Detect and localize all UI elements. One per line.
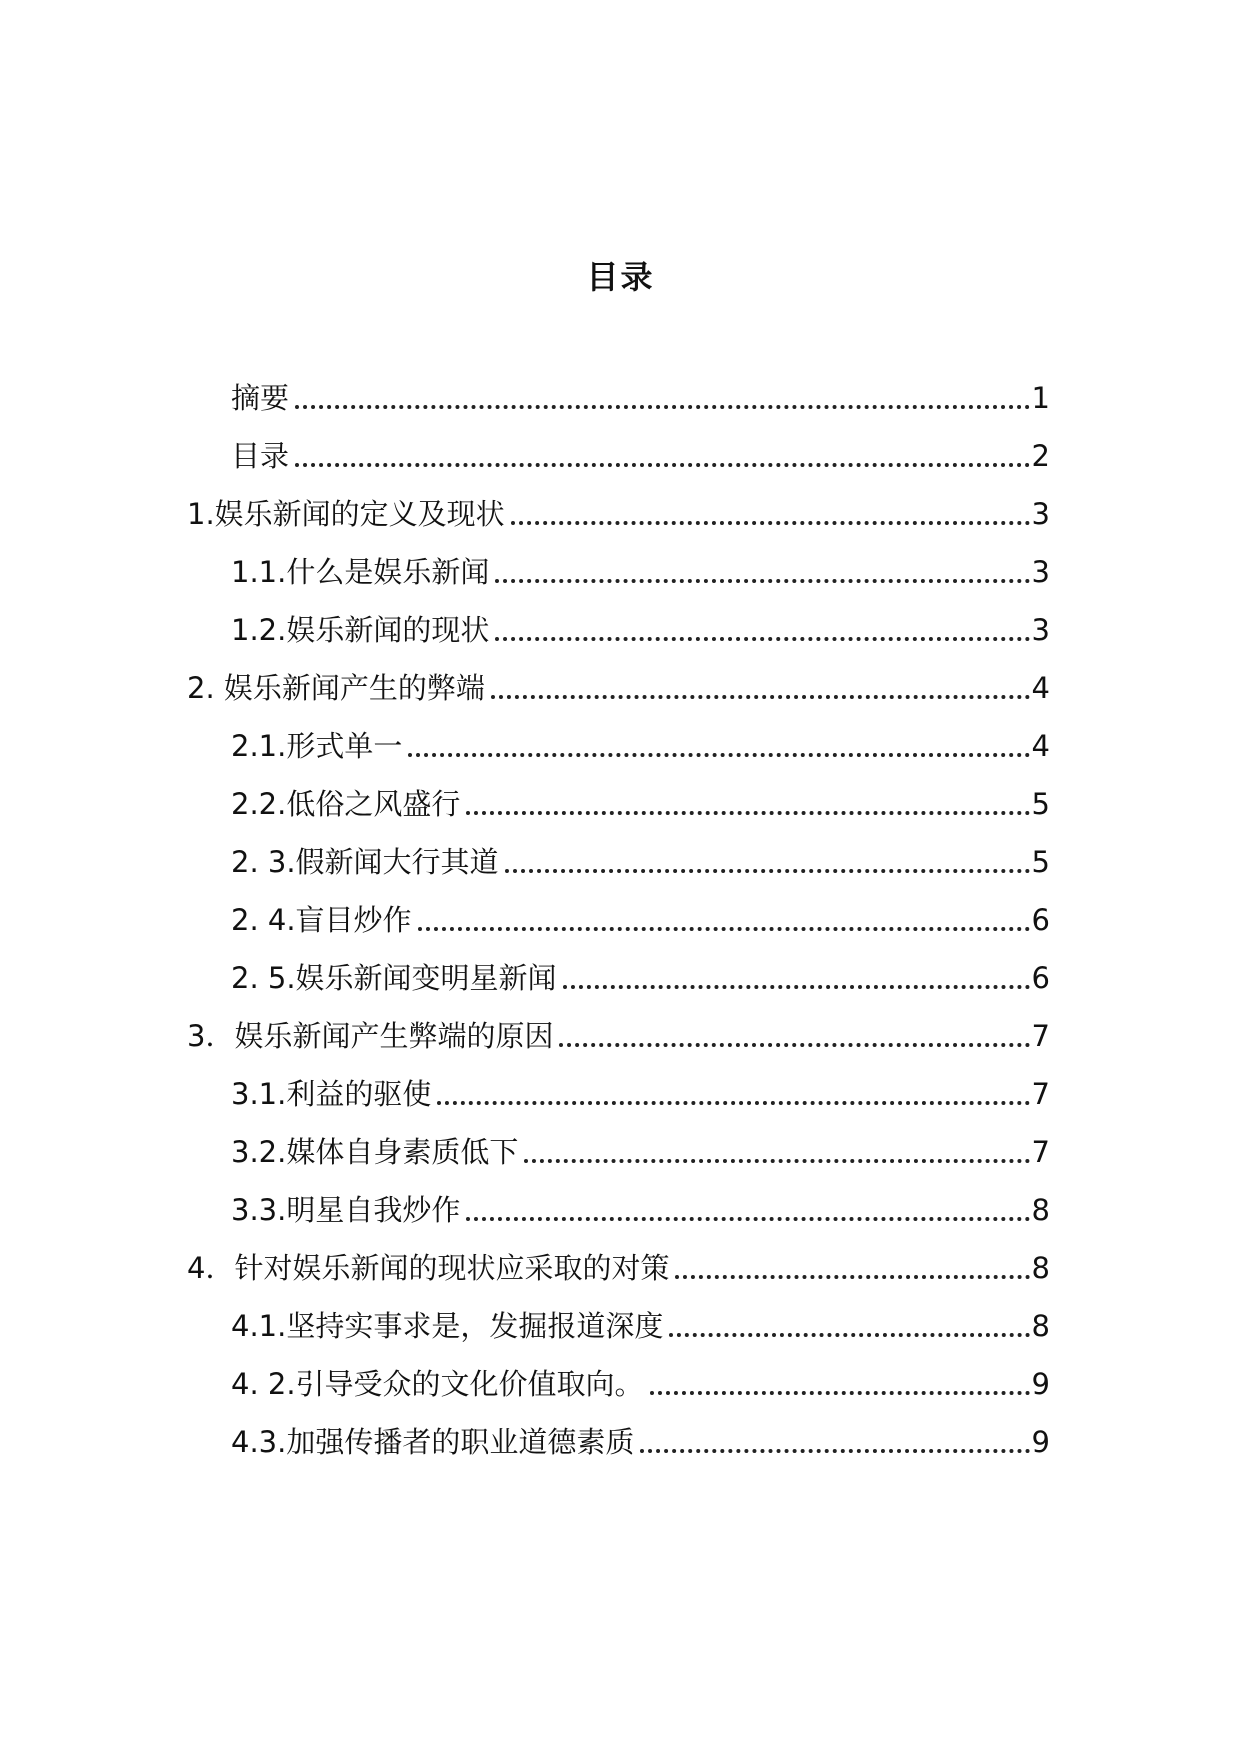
toc-entry[interactable] — [231, 1306, 1050, 1346]
toc-page-number: 3 — [1031, 555, 1050, 589]
toc-leader-dots — [505, 869, 1030, 873]
toc-entry-title: 2. 4.盲目炒作 — [231, 903, 412, 937]
toc-page-number: 8 — [1031, 1251, 1050, 1285]
toc-page-number: 7 — [1031, 1077, 1050, 1111]
toc-entry-title: 摘要 — [231, 381, 290, 415]
toc-entry[interactable] — [231, 1074, 1050, 1114]
toc-entry[interactable] — [187, 1016, 1050, 1056]
toc-entry[interactable] — [231, 1190, 1050, 1230]
toc-leader-dots — [491, 695, 1030, 699]
toc-entry[interactable] — [231, 784, 1050, 824]
toc-leader-dots — [524, 1159, 1029, 1163]
toc-page-number: 6 — [1031, 903, 1050, 937]
toc-entry-title: 4. 2.引导受众的文化价值取向。 — [231, 1367, 644, 1401]
toc-leader-dots — [295, 463, 1030, 467]
toc-entry-title: 3.3.明星自我炒作 — [231, 1193, 461, 1227]
toc-entry[interactable] — [187, 494, 1050, 534]
toc-leader-dots — [418, 927, 1030, 931]
toc-entry[interactable] — [187, 668, 1050, 708]
toc-entry-title: 3.1.利益的驱使 — [231, 1077, 432, 1111]
toc-entry-title: 2. 3.假新闻大行其道 — [231, 845, 499, 879]
toc-entry-title: 目录 — [231, 439, 290, 473]
toc-entry[interactable] — [231, 378, 1050, 418]
toc-entry[interactable] — [231, 1132, 1050, 1172]
toc-leader-dots — [495, 579, 1029, 583]
toc-entry-title: 1.娱乐新闻的定义及现状 — [187, 497, 505, 531]
toc-entry[interactable] — [231, 1364, 1050, 1404]
toc-entry[interactable] — [187, 1248, 1050, 1288]
toc-page-number: 4 — [1031, 729, 1050, 763]
toc-leader-dots — [669, 1333, 1029, 1337]
toc-leader-dots — [295, 405, 1030, 409]
toc-leader-dots — [408, 753, 1029, 757]
toc-entry-title: 1.1.什么是娱乐新闻 — [231, 555, 490, 589]
toc-page-number: 9 — [1031, 1367, 1050, 1401]
toc-page-number: 8 — [1031, 1309, 1050, 1343]
toc-entry-title: 2.1.形式单一 — [231, 729, 403, 763]
toc-page-number: 7 — [1031, 1019, 1050, 1053]
toc-leader-dots — [675, 1275, 1029, 1279]
toc-page-number: 2 — [1031, 439, 1050, 473]
toc-entry[interactable] — [231, 726, 1050, 766]
toc-leader-dots — [650, 1391, 1030, 1395]
toc-entry[interactable] — [231, 1422, 1050, 1462]
toc-entry[interactable] — [231, 436, 1050, 476]
toc-entry-title: 3.2.媒体自身素质低下 — [231, 1135, 519, 1169]
toc-page-number: 9 — [1031, 1425, 1050, 1459]
toc-leader-dots — [640, 1449, 1029, 1453]
toc-leader-dots — [511, 521, 1030, 525]
toc-leader-dots — [563, 985, 1030, 989]
toc-page-number: 5 — [1031, 845, 1050, 879]
toc-leader-dots — [466, 1217, 1029, 1221]
toc-page-number: 1 — [1031, 381, 1050, 415]
toc-entry-title: 4．针对娱乐新闻的现状应采取的对策 — [187, 1251, 670, 1285]
toc-entry-title: 2. 5.娱乐新闻变明星新闻 — [231, 961, 557, 995]
toc-leader-dots — [495, 637, 1029, 641]
toc-page-number: 5 — [1031, 787, 1050, 821]
toc-page-number: 6 — [1031, 961, 1050, 995]
page-title: 目录 — [586, 258, 655, 297]
toc-entry-title: 3．娱乐新闻产生弊端的原因 — [187, 1019, 554, 1053]
toc-entry[interactable] — [231, 610, 1050, 650]
toc-entry-title: 2.2.低俗之风盛行 — [231, 787, 461, 821]
toc-page-number: 4 — [1031, 671, 1050, 705]
toc-entry[interactable] — [231, 900, 1050, 940]
toc-leader-dots — [559, 1043, 1029, 1047]
toc-page-number: 8 — [1031, 1193, 1050, 1227]
toc-page-number: 7 — [1031, 1135, 1050, 1169]
toc-entry-title: 1.2.娱乐新闻的现状 — [231, 613, 490, 647]
toc-page-number: 3 — [1031, 613, 1050, 647]
toc-entry-title: 4.1.坚持实事求是，发掘报道深度 — [231, 1309, 664, 1343]
toc-entry-title: 2. 娱乐新闻产生的弊端 — [187, 671, 485, 705]
toc-page-number: 3 — [1031, 497, 1050, 531]
toc-entry[interactable] — [231, 552, 1050, 592]
toc-entry-title: 4.3.加强传播者的职业道德素质 — [231, 1425, 635, 1459]
toc-leader-dots — [466, 811, 1029, 815]
toc-leader-dots — [437, 1101, 1029, 1105]
toc-entry[interactable] — [231, 842, 1050, 882]
toc-entry[interactable] — [231, 958, 1050, 998]
